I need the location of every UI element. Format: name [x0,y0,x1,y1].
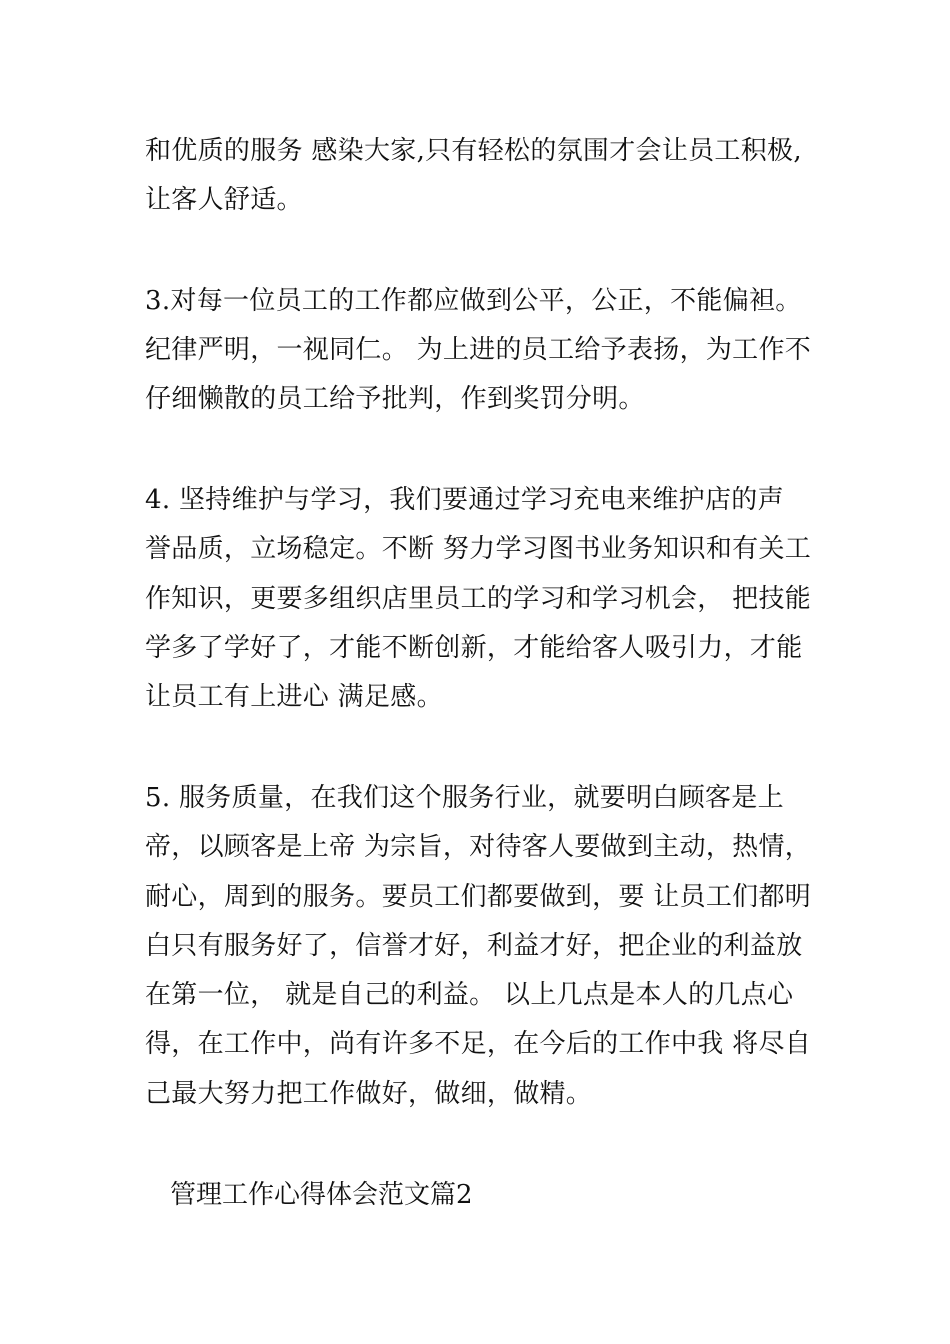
paragraph-4-line-1: 5. 服务质量，在我们这个服务行业，就要明白顾客是上 [145,783,784,813]
paragraph-3-line-4: 学多了学好了，才能不断创新，才能给客人吸引力，才能 [145,633,803,663]
paragraph-4-line-4: 白只有服务好了，信誉才好，利益才好，把企业的利益放 [145,931,803,961]
paragraph-3-line-1: 4. 坚持维护与学习，我们要通过学习充电来维护店的声 [145,485,784,515]
paragraph-1-line-1: 和优质的服务 感染大家,只有轻松的氛围才会让员工积极, [145,136,802,166]
paragraph-3-line-3: 作知识，更要多组织店里员工的学习和学习机会， 把技能 [145,584,812,614]
paragraph-2-line-3: 仔细懒散的员工给予批判，作到奖罚分明。 [145,384,645,414]
paragraph-3-line-5: 让员工有上进心 满足感。 [145,682,443,712]
paragraph-4-line-3: 耐心，周到的服务。要员工们都要做到，要 让员工们都明 [145,882,812,912]
paragraph-3-line-2: 誉品质，立场稳定。不断 努力学习图书业务知识和有关工 [145,534,812,564]
paragraph-2-line-2: 纪律严明，一视同仁。 为上进的员工给予表扬，为工作不 [145,335,812,365]
paragraph-4-line-5: 在第一位， 就是自己的利益。 以上几点是本人的几点心 [145,980,794,1010]
paragraph-1-line-2: 让客人舒适。 [145,185,303,215]
section-heading: 管理工作心得体会范文篇2 [170,1180,473,1210]
paragraph-4-line-2: 帝，以顾客是上帝 为宗旨，对待客人要做到主动，热情， [145,832,812,862]
paragraph-2-line-1: 3.对每一位员工的工作都应做到公平，公正，不能偏袒。 [145,286,802,316]
paragraph-4-line-7: 己最大努力把工作做好，做细，做精。 [145,1079,593,1109]
paragraph-4-line-6: 得，在工作中，尚有许多不足，在今后的工作中我 将尽自 [145,1029,812,1059]
